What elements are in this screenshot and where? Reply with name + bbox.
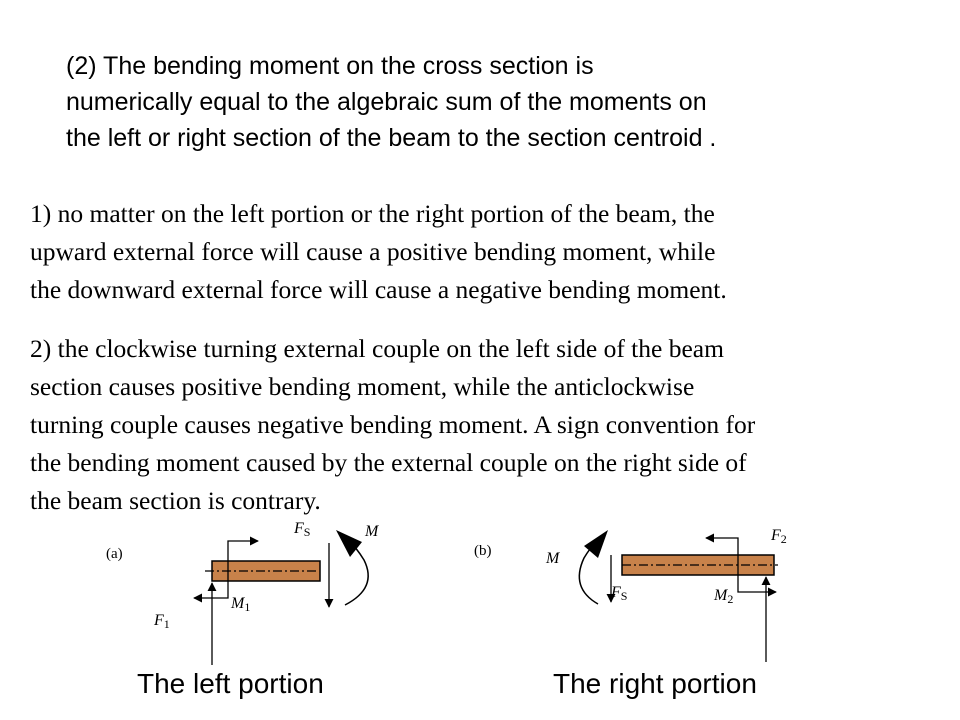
label-m1: M1 (231, 595, 251, 614)
couple-m-arrowhead (336, 530, 362, 557)
label-f2: F2 (771, 527, 787, 546)
label-m: M (546, 550, 560, 567)
label-fs: FS (294, 520, 311, 539)
label-m2: M2 (714, 587, 734, 606)
heading-line: numerically equal to the algebraic sum of the moments on (66, 88, 707, 116)
label-f1: F1 (154, 612, 170, 631)
paragraph-line: the beam section is contrary. (30, 486, 321, 515)
heading-line: (2) The bending moment on the cross section is (66, 52, 594, 80)
caption-right-portion: The right portion (553, 668, 757, 699)
figure-a-tag: (a) (106, 546, 123, 562)
paragraph-line: upward external force will cause a positive bending moment, while (30, 237, 716, 266)
paragraph-line: the downward external force will cause a negative bending moment. (30, 275, 727, 304)
paragraph-line: 2) the clockwise turning external couple on the left side of the beam (30, 334, 724, 363)
label-m: M (365, 523, 379, 540)
paragraph-line: the bending moment caused by the external couple on the right side of (30, 448, 747, 477)
heading-line: the left or right section of the beam to the section centroid . (66, 124, 717, 152)
paragraph-line: 1) no matter on the left portion or the right portion of the beam, the (30, 199, 715, 228)
label-fs: FS (611, 584, 628, 603)
paragraph-line: section causes positive bending moment, while the anticlockwise (30, 372, 695, 401)
couple-m-arrowhead (584, 530, 608, 558)
figure-b-tag: (b) (474, 543, 492, 559)
caption-left-portion: The left portion (137, 668, 324, 699)
figure-a (106, 520, 380, 665)
figure-b (474, 527, 787, 662)
paragraph-line: turning couple causes negative bending moment. A sign convention for (30, 410, 756, 439)
